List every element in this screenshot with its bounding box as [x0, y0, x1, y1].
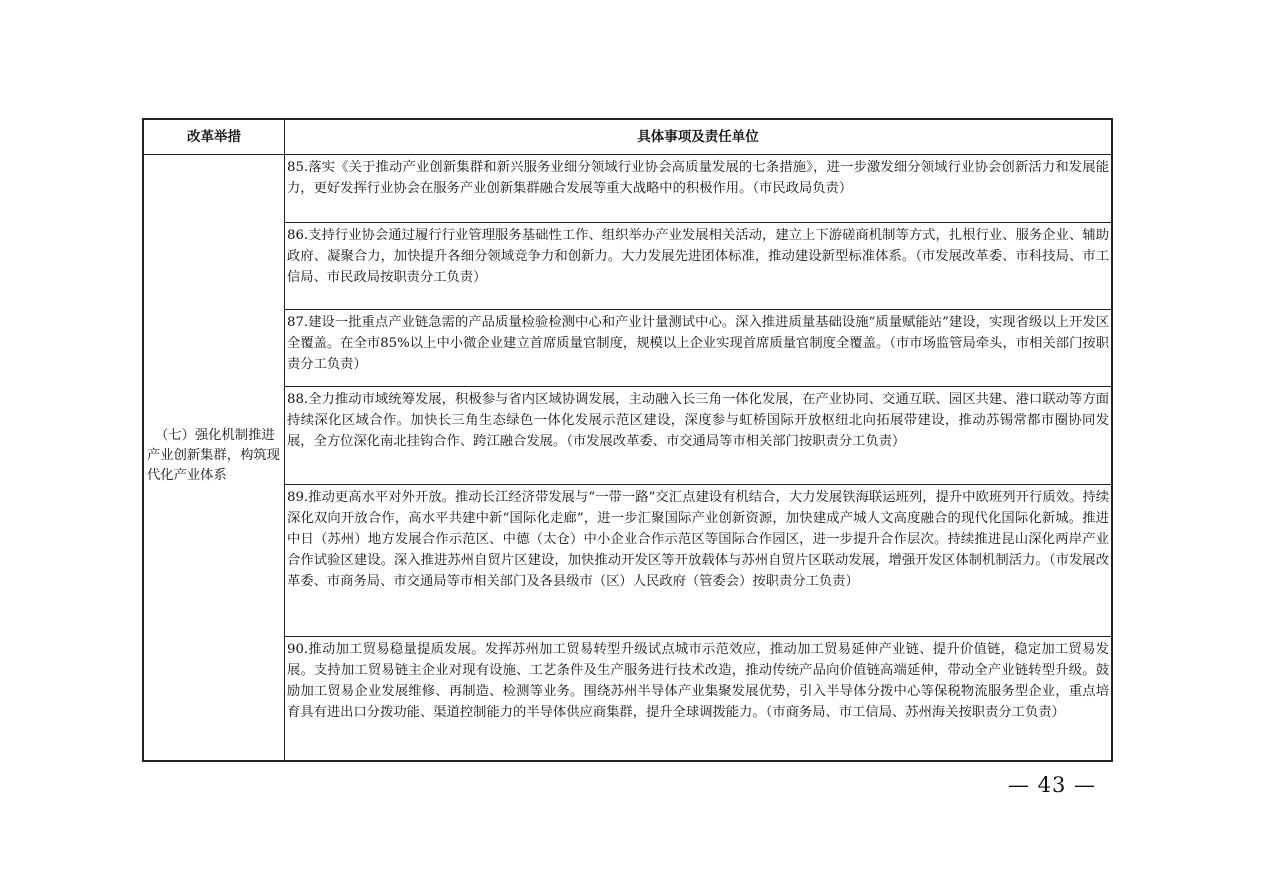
- table-row-item-89: 89.推动更高水平对外开放。推动长江经济带发展与“一带一路”交汇点建设有机结合，大力发展铁海联运班列，提升中欧班列开行质效。持续深化双向开放合作，高水平共建中新“国际化走廊”，进一步汇聚国际产业创新资源，加快建成产城人文高度融合的现代化国际化新城。推进中日（苏州）地方发展合作示范区、中德（太仓）中小企业合作示范区等国际合作园区，进一步提升合作层次。持续推进昆山深化两岸产业合作试验区建设。深入推进苏州自贸片区建设，加快推动开发区等开放载体与苏州自贸片区联动发展，增强开发区体制机制活力。（市发展改革委、市商务局、市交通局等市相关部门及各县级市（区）人民政府（管委会）按职责分工负责）: [285, 485, 1111, 637]
- items-column: [285, 155, 1111, 760]
- table-row-item-90: 90.推动加工贸易稳量提质发展。发挥苏州加工贸易转型升级试点城市示范效应，推动加工贸易延伸产业链、提升价值链，稳定加工贸易发展。支持加工贸易链主企业对现有设施、工艺条件及生产服务进行技术改造，推动传统产品向价值链高端延伸，带动全产业链转型升级。鼓励加工贸易企业发展维修、再制造、检测等业务。围绕苏州半导体产业集聚发展优势，引入半导体分拨中心等保税物流服务型企业，重点培育具有进出口分拨功能、渠道控制能力的半导体供应商集群，提升全球调拨能力。（市商务局、市工信局、苏州海关按职责分工负责）: [287, 642, 1109, 720]
- reform-category: [147, 426, 281, 486]
- table-header: [144, 120, 1111, 155]
- header-reform-measures: 改革举措: [187, 129, 241, 145]
- table-row-item-87: 87.建设一批重点产业链急需的产品质量检验检测中心和产业计量测试中心。深入推进质量基础设施“质量赋能站”建设，实现省级以上开发区全覆盖。在全市85%以上中小微企业建立首席质量官制度，规模以上企业实现首席质量官制度全覆盖。（市市场监管局牵头，市相关部门按职责分工负责）: [285, 310, 1111, 387]
- page-number: — 43 —: [1007, 773, 1097, 797]
- table-row-item-88: 88.全力推动市域统筹发展，积极参与省内区域协调发展，主动融入长三角一体化发展，在产业协同、交通互联、园区共建、港口联动等方面持续深化区域合作。加快长三角生态绿色一体化发展示范区建设，深度参与虹桥国际开放枢纽北向拓展带建设，推动苏锡常都市圈协同发展，全方位深化南北挂钩合作、跨江融合发展。（市发展改革委、市交通局等市相关部门按职责分工负责）: [285, 387, 1111, 485]
- table-row-item-86: 86.支持行业协会通过履行行业管理服务基础性工作、组织举办产业发展相关活动，建立上下游磋商机制等方式，扎根行业、服务企业、辅助政府、凝聚合力，加快提升各细分领域竞争力和创新力。大力发展先进团体标准，推动建设新型标准体系。（市发展改革委、市科技局、市工信局、市民政局按职责分工负责）: [285, 223, 1111, 310]
- header-specific-items: 具体事项及责任单位: [637, 129, 759, 145]
- reform-category-text: （七）强化机制推进产业创新集群，构筑现代化产业体系: [147, 428, 280, 483]
- table-row-item-85: 85.落实《关于推动产业创新集群和新兴服务业细分领域行业协会高质量发展的七条措施》，进一步激发细分领域行业协会创新活力和发展能力，更好发挥行业协会在服务产业创新集群融合发展等重大战略中的积极作用。（市民政局负责）: [285, 155, 1111, 223]
- reform-table: [142, 118, 1113, 762]
